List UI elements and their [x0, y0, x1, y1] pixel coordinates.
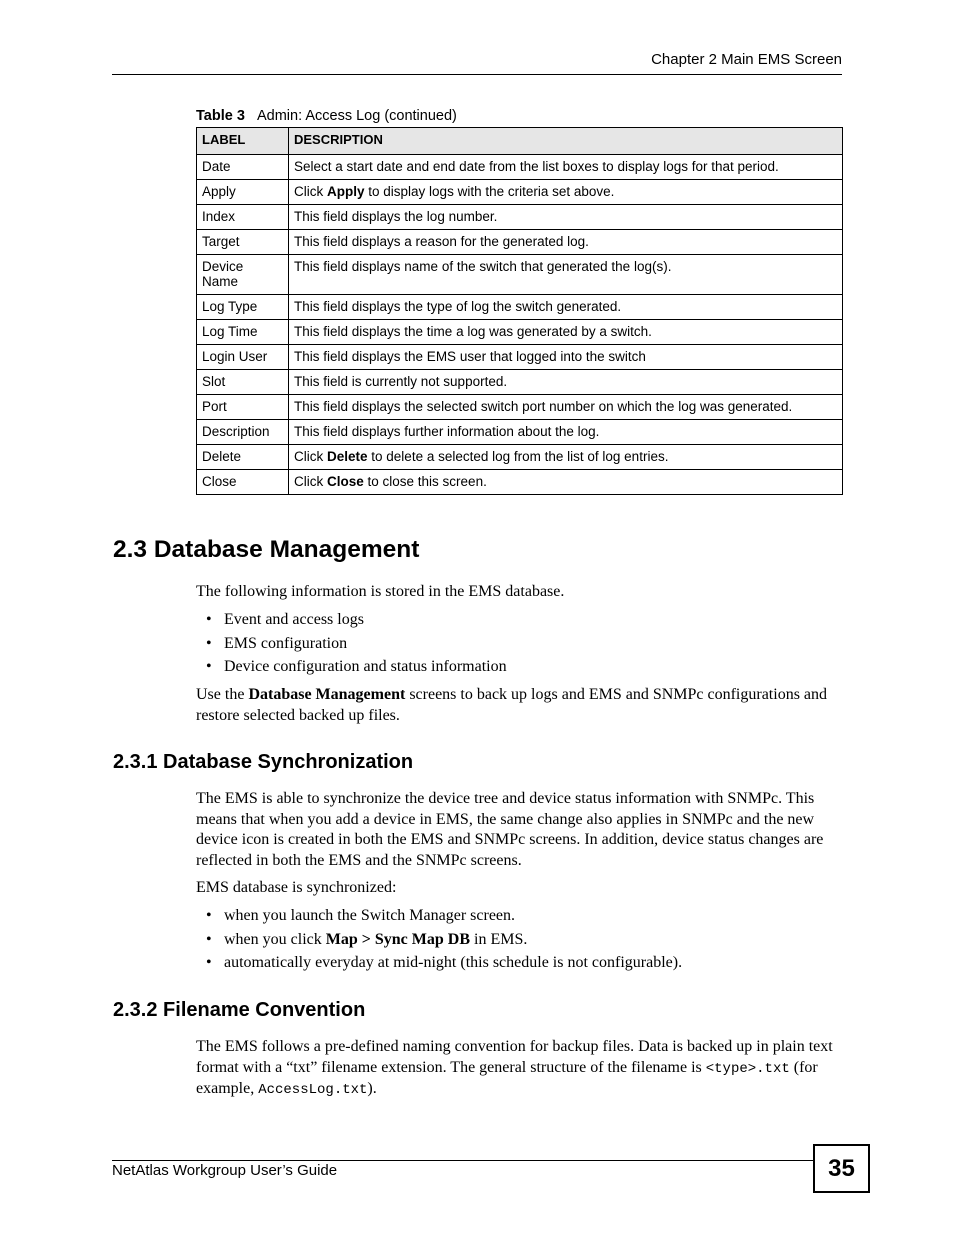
row-description: This field displays the time a log was generated by a switch.: [289, 320, 843, 345]
table-row: [197, 155, 843, 180]
row-label: Description: [197, 420, 289, 445]
list-item: • Event and access logs: [206, 611, 364, 628]
running-header: [112, 51, 842, 75]
row-label: Delete: [197, 445, 289, 470]
table-row: [197, 205, 843, 230]
row-label: Date: [197, 155, 289, 180]
row-description-suffix: to delete a selected log from the list of log entries.: [367, 449, 669, 464]
row-description-prefix: Click: [294, 474, 327, 489]
row-description: [289, 445, 843, 470]
row-description: This field displays the log number.: [289, 205, 843, 230]
section-heading-database-synchronization: 2.3.1 Database Synchronization: [113, 751, 414, 773]
row-description: This field displays the selected switch port number on which the log was generated.: [289, 395, 843, 420]
row-label: Apply: [197, 180, 289, 205]
row-description: This field is currently not supported.: [289, 370, 843, 395]
database-contents-list: [206, 610, 507, 681]
table-row: [197, 370, 843, 395]
table-caption: [196, 108, 457, 124]
table-row: [197, 320, 843, 345]
row-description: This field displays further information about the log.: [289, 420, 843, 445]
synchronization-list: [206, 906, 682, 977]
table-caption-text: Admin: Access Log (continued): [256, 108, 457, 124]
list-item: • Device configuration and status information: [206, 658, 507, 675]
list-item: • automatically everyday at mid-night (this schedule is not configurable).: [206, 954, 683, 971]
code-filename-structure: <type>.txt: [705, 1060, 790, 1077]
row-description: This field displays a reason for the generated log.: [289, 230, 843, 255]
table-row: [197, 295, 843, 320]
row-description-prefix: Click: [294, 449, 327, 464]
section-heading-filename-convention: 2.3.2 Filename Convention: [113, 999, 366, 1021]
row-description: This field displays the EMS user that logged into the switch: [289, 345, 843, 370]
table-row: [197, 395, 843, 420]
section-intro-paragraph: The following information is stored in the EMS database.: [196, 583, 565, 600]
synchronization-intro: EMS database is synchronized:: [196, 879, 397, 896]
column-header-description: DESCRIPTION: [289, 128, 843, 155]
row-description: This field displays name of the switch that generated the log(s).: [289, 255, 843, 295]
table-row: [197, 230, 843, 255]
bold-term: Database Management: [248, 686, 406, 703]
row-label: Device Name: [197, 255, 289, 295]
column-header-label: LABEL: [197, 128, 289, 155]
row-description-suffix: to close this screen.: [363, 474, 487, 489]
table-row: [197, 445, 843, 470]
table-caption-label: Table 3: [196, 108, 245, 124]
row-description-suffix: to display logs with the criteria set above.: [364, 184, 615, 199]
row-description-prefix: Click: [294, 184, 327, 199]
database-management-paragraph: Use the Database Management screens to back up logs and EMS and SNMPc configurations and restore selected backed up files.: [196, 686, 828, 724]
table-row: [197, 255, 843, 295]
access-log-table: [196, 127, 843, 495]
row-description-bold: Delete: [327, 449, 368, 464]
table-row: [197, 345, 843, 370]
running-header-title: Chapter 2 Main EMS Screen: [651, 51, 842, 68]
section-heading-database-management: 2.3 Database Management: [113, 536, 420, 563]
synchronization-paragraph: The EMS is able to synchronize the device tree and device status information with SNMPc. This means that when you add a device in EMS, the same change also applies in SNMPc and the new device icon is created in both the EMS and SNMPc screens. In addition, device status changes are reflected in both the EMS and the SNMPc screens.: [196, 790, 824, 869]
row-label: Log Time: [197, 320, 289, 345]
page-number: 35: [813, 1144, 870, 1193]
footer-guide-title: NetAtlas Workgroup User’s Guide: [112, 1162, 338, 1179]
table-row: [197, 180, 843, 205]
list-item: • EMS configuration: [206, 634, 348, 652]
row-label: Port: [197, 395, 289, 420]
row-label: Slot: [197, 370, 289, 395]
row-label: Log Type: [197, 295, 289, 320]
table-header-row: [197, 128, 843, 155]
table-row: [197, 470, 843, 495]
row-description: [289, 180, 843, 205]
list-item: • when you launch the Switch Manager screen.: [206, 907, 516, 924]
list-item: • when you click Map > Sync Map DB in EMS.: [206, 930, 528, 948]
footer-rule: [112, 1160, 815, 1161]
row-label: Target: [197, 230, 289, 255]
row-label: Close: [197, 470, 289, 495]
row-label: Index: [197, 205, 289, 230]
row-description-bold: Close: [327, 474, 364, 489]
code-filename-example: AccessLog.txt: [258, 1082, 368, 1098]
row-description: This field displays the type of log the switch generated.: [289, 295, 843, 320]
row-description: [289, 470, 843, 495]
menu-path: Map > Sync Map DB: [325, 930, 470, 948]
row-description-bold: Apply: [327, 184, 365, 199]
table-row: [197, 420, 843, 445]
row-label: Login User: [197, 345, 289, 370]
filename-convention-paragraph: The EMS follows a pre-defined naming convention for backup files. Data is backed up in plain text format with a “txt” filename extension. The general structure of the filename is <type>.txt (for example, AccessLog.txt).: [196, 1038, 833, 1098]
row-description: Select a start date and end date from the list boxes to display logs for that period.: [289, 155, 843, 180]
